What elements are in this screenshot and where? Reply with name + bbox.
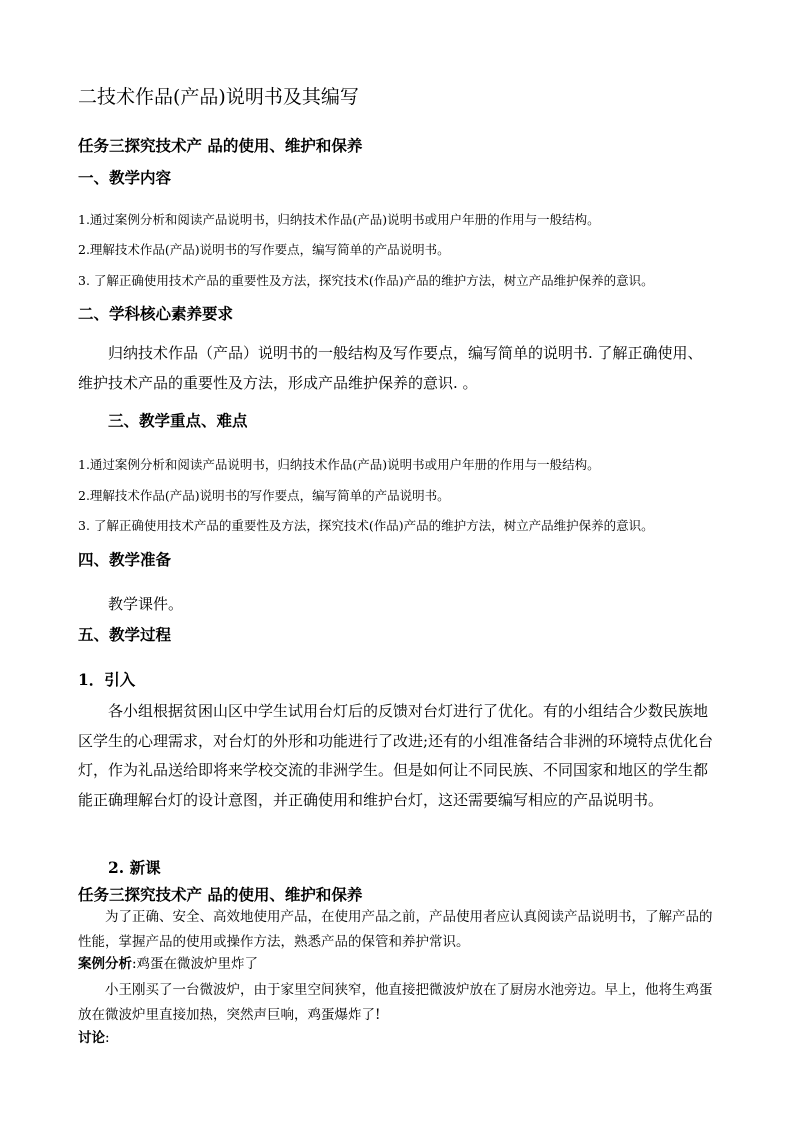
step-2-heading: 2. 新课 (108, 858, 161, 877)
section-4-heading: 四、教学准备 (78, 550, 172, 569)
step-1-heading: 1．引入 (78, 670, 136, 689)
discuss-line (78, 1032, 110, 1046)
section-1-heading: 一、教学内容 (78, 168, 172, 187)
section-1-item-3: 3. 了解正确使用技术产品的重要性及方法，探究技术(作品)产品的维护方法，树立产品维护保养的意识。 (78, 273, 654, 288)
section-3-item-3: 3. 了解正确使用技术产品的重要性及方法，探究技术(作品)产品的维护方法，树立产品维护保养的意识。 (78, 518, 654, 533)
section-4-text: 教学课件。 (108, 595, 184, 613)
new-lesson-paragraph: 为了正确、安全、高效地使用产品，在使用产品之前，产品使用者应认真阅读产品说明书，了解产品的性能，掌握产品的使用或操作方法，熟悉产品的保管和养护常识。 (78, 909, 713, 950)
section-3-item-1: 1.通过案例分析和阅读产品说明书，归纳技术作品(产品)说明书或用户年册的作用与一般结构。 (78, 457, 600, 472)
section-1-item-2: 2.理解技术作品(产品)说明书的写作要点，编写简单的产品说明书。 (78, 242, 450, 257)
case-paragraph: 小王刚买了一台微波炉，由于家里空间狭窄，他直接把微波炉放在了厨房水池旁边。早上，他将生鸡蛋放在微波炉里直接加热，突然声巨响，鸡蛋爆炸了! (78, 982, 713, 1023)
discuss-label: 讨论 (78, 1030, 105, 1046)
task-heading: 任务三探究技术产 品的使用、维护和保养 (78, 136, 363, 155)
section-3-item-2: 2.理解技术作品(产品)说明书的写作要点，编写简单的产品说明书。 (78, 488, 450, 503)
document-title: 二技术作品(产品)说明书及其编写 (78, 86, 359, 108)
case-line (78, 958, 258, 972)
intro-paragraph: 各小组根据贫困山区中学生试用台灯后的反馈对台灯进行了优化。有的小组结合少数民族地区学生的心理需求，对台灯的外形和功能进行了改进;还有的小组准备结合非洲的环境特点优化台灯，作为礼品送给即将来学校交流的非洲学生。但是如何让不同民族、不同国家和地区的学生都能正确理解台灯的设计意图，并正确使用和维护台灯，这还需要编写相应的产品说明书。 (78, 702, 714, 809)
section-3-heading: 三、教学重点、难点 (108, 411, 248, 430)
discuss-colon: : (105, 1030, 110, 1046)
section-2-heading: 二、学科核心素养要求 (78, 304, 234, 323)
section-2-text: 归纳技术作品（产品）说明书的一般结构及写作要点，编写简单的说明书. 了解正确使用、维护技术产品的重要性及方法，形成产品维护保养的意识. 。 (78, 344, 703, 392)
task-heading-2: 任务三探究技术产 品的使用、维护和保养 (78, 885, 363, 904)
case-title: :鸡蛋在微波炉里炸了 (132, 956, 259, 972)
case-label: 案例分析 (78, 956, 132, 972)
section-5-heading: 五、教学过程 (78, 625, 172, 644)
section-1-item-1: 1.通过案例分析和阅读产品说明书，归纳技术作品(产品)说明书或用户年册的作用与一般结构。 (78, 212, 600, 227)
